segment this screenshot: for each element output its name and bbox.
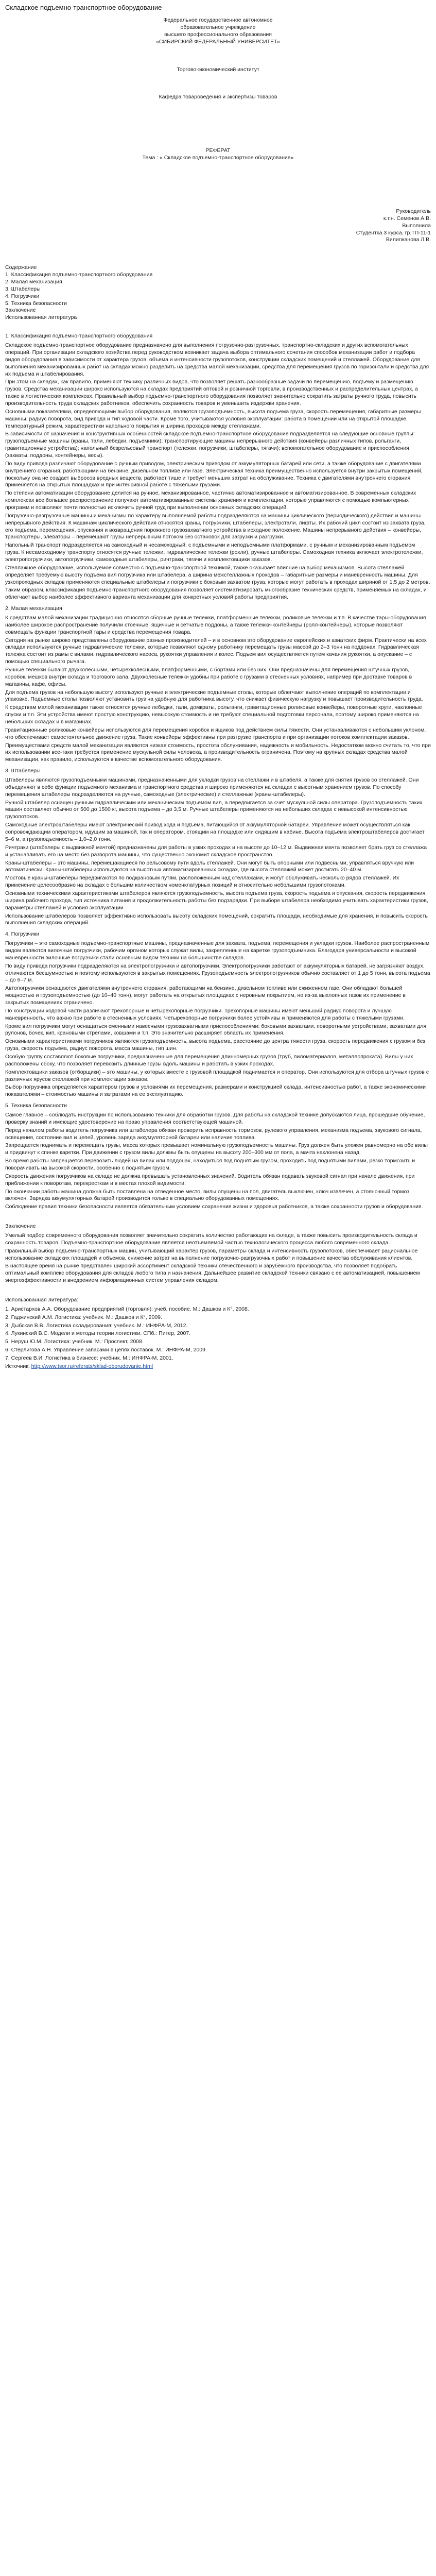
paragraph: По степени автоматизации оборудование делится на ручное, механизированное, частично автоматизированное и автоматизированное. В современных складских комплексах все большее распространение получают автоматизированные системы хранения и комплектации, которые управляются с помощью компьютерных программ и позволяют почти полностью исключить ручной труд при выполнении основных складских операций. [5, 490, 416, 511]
author-line: Руководитель [396, 208, 431, 215]
paragraph: По виду привода погрузчики подразделяются на электропогрузчики и автопогрузчики. Электропогрузчики работают от аккумуляторных батарей, не загрязняют воздух, отличаются бесшумностью и поэтому используются в закрытых помещениях. Грузоподъемность электропогрузчиков обычно составляет от 1 до 5 тонн, высота подъема – до 6–7 м. [5, 962, 430, 984]
paragraph: В настоящее время на рынке представлен широкий ассортимент складской техники отечественного и зарубежного производства, что позволяет подобрать оптимальный комплекс оборудования для складов любого типа и назначения. Дальнейшее развитие складской техники связано с ее автоматизацией, повышением энергоэффективности и внедрением информационных систем управления складом. [5, 1263, 420, 1284]
paragraph: Складское подъемно-транспортное оборудование предназначено для выполнения погрузочно-разгрузочных, транспортно-складских и других вспомогательных операций. При организации складского хозяйства перед руководством возникает задача выбора оптимального сочетания способов механизации работ и подбора видов оборудования в зависимости от характера грузов, объема и интенсивности грузопотоков, конструкции складских помещений и стеллажей. Оборудование для выполнения механизированных работ на складах можно разделить на средства малой механизации, средства для перемещения грузов по горизонтали и средства для их подъема и штабелирования. [5, 342, 429, 377]
paragraph: Ричтраки (штабелеры с выдвижной мачтой) предназначены для работы в узких проходах и на высоте до 10–12 м. Выдвижная мачта позволяет брать груз со стеллажа и устанавливать его на место без разворота машины, что существенно экономит складское пространство. [5, 844, 427, 858]
source-line [5, 1363, 431, 1370]
institution-line: «СИБИРСКИЙ ФЕДЕРАЛЬНЫЙ УНИВЕРСИТЕТ» [156, 38, 280, 45]
paragraph: Умелый подбор современного оборудования позволяет значительно сократить количество работающих на складе, а также повысить производительность склада и сохранность товаров. Подъемно-транспортное оборудование является неотъемлемой частью технологического процесса любого современного склада. [5, 1232, 417, 1246]
paragraph: Преимуществами средств малой механизации являются низкая стоимость, простота обслуживания, надежность и мобильность. Недостатком можно считать то, что при их использовании все-таки требуется применение мускульной силы человека, а производительность ограничена. Поэтому на крупных складах средства малой механизации, как правило, используются в качестве вспомогательного оборудования. [5, 742, 431, 763]
paragraph: Основными показателями, определяющими выбор оборудования, являются грузоподъемность, высота подъема груза, скорость перемещения, габаритные размеры машины, радиус поворота, вид привода и тип ходовой части. Кроме того, учитываются условия эксплуатации: работа в помещении или на открытой площадке, температурный режим, характеристики напольного покрытия и ширина проходов между стеллажами. [5, 408, 421, 429]
reference-item: 3. Дыбская В.В. Логистика складирования: учебник. М.: ИНФРА-М, 2012. [5, 1322, 188, 1329]
paragraph: В зависимости от назначения и конструктивных особенностей складское подъемно-транспортное оборудование подразделяется на следующие основные группы: грузоподъемные машины (краны, тали, лебедки, подъемники); транспортирующие машины непрерывного действия (конвейеры различных типов, рольганги, гравитационные устройства); напольный безрельсовый транспорт (тележки, погрузчики, штабелеры, тягачи); вспомогательное оборудование и приспособления (захваты, поддоны, контейнеры, весы). [5, 431, 415, 459]
paragraph: Правильный выбор подъемно-транспортных машин, учитывающий характер грузов, параметры склада и интенсивность грузопотоков, обеспечивает рациональное использование складских площадей и объемов, снижение затрат на выполнение погрузочно-разгрузочных работ и повышение качества обслуживания клиентов. [5, 1247, 418, 1261]
toc-heading: Содержание [5, 264, 37, 271]
paragraph: К средствам малой механизации также относятся ручные лебедки, тали, домкраты, рольганги, гравитационные роликовые конвейеры, поворотные круги, наклонные спуски и т.п. Эти устройства имеют простую конструкцию, невысокую стоимость и не требуют специальной подготовки персонала, поэтому широко применяются на небольших складах и в магазинах. [5, 704, 422, 725]
paragraph: Кроме вил погрузчики могут оснащаться сменными навесными грузозахватными приспособлениями: боковыми захватами, поворотными устройствами, захватами для рулонов, бочек, кип, крановыми стрелами, ковшами и т.п. Это значительно расширяет область их применения. [5, 1023, 427, 1037]
paragraph: Особую группу составляют боковые погрузчики, предназначенные для перемещения длинномерных грузов (труб, пиломатериалов, металлопроката). Вилы у них расположены сбоку, что позволяет перевозить длинные грузы вдоль машины и работать в узких проходах. [5, 1053, 413, 1067]
section-heading: 2. Малая механизация [5, 605, 62, 612]
paragraph: По виду привода различают оборудование с ручным приводом, электрическим приводом от аккумуляторных батарей или сети, а также оборудование с двигателями внутреннего сгорания, работающими на бензине, дизельном топливе или газе. Электрическая техника преимущественно используется внутри закрытых помещений, поскольку она не создает выбросов вредных веществ, работает тише и требует меньших затрат на обслуживание. Техника с двигателями внутреннего сгорания применяется на открытых площадках и при интенсивной работе с тяжелыми грузами. [5, 460, 423, 488]
paragraph: Штабелеры являются грузоподъемными машинами, предназначенными для укладки грузов на стеллажи и в штабеля, а также для снятия грузов со стеллажей. Они объединяют в себе функции подъемного механизма и транспортного средства и широко применяются на складах с высотным хранением грузов. По способу перемещения штабелеры подразделяются на ручные, самоходные (электрические) и стеллажные (краны-штабелеры). [5, 777, 419, 798]
section-small-mechanization [5, 605, 431, 764]
author-line: Выполнила [402, 222, 431, 229]
institution-line: Федеральное государственное автономное [163, 17, 273, 24]
paragraph: Погрузочно-разгрузочные машины и механизмы по характеру выполняемой работы подразделяются на машины циклического (периодического) действия и машины непрерывного действия. К машинам циклического действия относятся краны, погрузчики, штабелеры, электротали, лифты. Их рабочий цикл состоит из захвата груза, его подъема, перемещения, опускания и возвращения порожнего грузозахватного устройства в исходное положение. Машины непрерывного действия – конвейеры, транспортеры, элеваторы – перемещают грузы непрерывным потоком без остановок для загрузки и разгрузки. [5, 512, 426, 540]
paragraph: Комплектовщики заказов (отборщики) – это машины, у которых вместе с грузовой площадкой поднимается и оператор. Они используются для отбора штучных грузов с различных ярусов стеллажей при комплектации заказов. [5, 1069, 429, 1082]
reference-item: 5. Неруш Ю.М. Логистика: учебник. М.: Проспект, 2008. [5, 1338, 144, 1345]
paragraph: Самоходные электроштабелеры имеют электрический привод хода и подъема, питающийся от аккумуляторной батареи. Управление может осуществляться как сопровождающим оператором, идущим за машиной, так и оператором, стоящим на площадке или сидящим в кабине. Высота подъема электроштабелеров достигает 5–6 м, а грузоподъемность – 1,0–2,0 тонн. [5, 822, 425, 842]
paragraph: Ручные тележки бывают двухколесными, четырехколесными, платформенными, с бортами или без них. Они предназначены для перемещения штучных грузов, коробок, мешков внутри склада и торгового зала. Двухколесные тележки удобны при работе с грузами в стесненных условиях, например при доставке товаров в магазины, кафе, офисы. [5, 667, 412, 687]
section-heading: Заключение [5, 1223, 36, 1230]
paragraph: Запрещается поднимать и перемещать грузы, масса которых превышает номинальную грузоподъемность машины. Груз должен быть уложен равномерно на обе вилы и придвинут к спинке каретки. При движении с грузом вилы должны быть опущены на высоту 200–300 мм от пола, а мачта наклонена назад. [5, 1142, 428, 1156]
source-label: Источник: [5, 1363, 30, 1369]
toc-item: 5. Техника безопасности [5, 300, 67, 307]
paragraph: Таким образом, классификация подъемно-транспортного оборудования позволяет систематизировать многообразие технических средств, применяемых на складах, и облегчает выбор наиболее эффективного варианта механизации для конкретных условий работы предприятия. [5, 587, 427, 601]
authors-block [5, 208, 431, 244]
section-conclusion [5, 1223, 431, 1284]
report-heading: РЕФЕРАТ [205, 147, 231, 154]
paragraph: Перед началом работы водитель погрузчика или штабелера обязан проверить исправность тормозов, рулевого управления, механизма подъема, звукового сигнала, освещения, состояние вил и цепей, уровень заряда аккумуляторной батареи или наличие топлива. [5, 1127, 422, 1141]
table-of-contents [5, 264, 431, 321]
toc-item: 1. Классификация подъемно-транспортного оборудования [5, 272, 153, 278]
institute-name: Торгово-экономический институт [177, 66, 259, 73]
paragraph: Использование штабелеров позволяет эффективно использовать высоту складских помещений, сократить площади, необходимые для хранения, и повысить скорость выполнения складских операций. [5, 912, 428, 926]
paragraph: Скорость движения погрузчиков на складе не должна превышать установленных значений. Водитель обязан подавать звуковой сигнал при начале движения, при приближении к поворотам, перекресткам и в местах плохой видимости. [5, 1173, 415, 1187]
paragraph: Основными характеристиками погрузчиков являются грузоподъемность, высота подъема, расстояние до центра тяжести груза, скорость передвижения с грузом и без груза, скорость подъема, радиус поворота, масса машины, тип шин. [5, 1038, 426, 1052]
author-line: к.т.н. Семенов А.В. [383, 215, 431, 222]
paragraph: Во время работы запрещается перевозить людей на вилах или поддонах, находиться под поднятым грузом, проходить под поднятыми вилами, резко тормозить и поворачивать на высокой скорости, особенно с поднятым грузом. [5, 1158, 415, 1172]
reference-item: 4. Лукинский В.С. Модели и методы теории логистики. СПб.: Питер, 2007. [5, 1330, 191, 1337]
reference-item: 6. Стерлигова А.Н. Управление запасами в цепях поставок. М.: ИНФРА-М, 2009. [5, 1347, 207, 1353]
institution-block [5, 17, 431, 45]
reference-item: 1. Аристархов А.А. Оборудование предприятий (торговля): учеб. пособие. М.: Дашков и К°, 2008. [5, 1306, 249, 1312]
paragraph: Сегодня на рынке широко представлены оборудование разных производителей – и в основном это оборудование европейских и азиатских фирм. Практически на всех складах используются ручные гидравлические тележки, которые позволяют одному работнику перемещать грузы массой до 2–3 тонн на поддонах. Гидравлическая тележка состоит из рамы с вилами, гидравлического насоса, рукоятки управления и колес. Подъем вил осуществляется путем качания рукоятки, а опускание – с помощью специального рычага. [5, 637, 427, 665]
section-classification [5, 333, 431, 601]
paragraph: По конструкции ходовой части различают трехопорные и четырехопорные погрузчики. Трехопорные машины имеют меньший радиус поворота и лучшую маневренность, что важно при работе в стесненных условиях. Четырехопорные погрузчики более устойчивы и применяются для работы с тяжелыми грузами. [5, 1007, 405, 1021]
section-heading: 4. Погрузчики [5, 931, 40, 938]
paragraph: Краны-штабелеры – это машины, перемещающиеся по рельсовому пути вдоль стеллажей. Они могут быть опорными или подвесными, управляться вручную или автоматически. Краны-штабелеры используются на высотных автоматизированных складах, где высота стеллажей может достигать 20–40 м. [5, 859, 414, 873]
institution-line: высшего профессионального образования [164, 31, 272, 38]
paragraph: Самое главное – соблюдать инструкции по использованию техники для обработки грузов. Для работы на складской технике допускаются лица, прошедшие обучение, проверку знаний и имеющие удостоверение на право управления соответствующей машиной. [5, 1112, 425, 1125]
paragraph: Для подъема грузов на небольшую высоту используют ручные и электрические подъемные столы, которые облегчают выполнение операций по комплектации и упаковке. Подъемные столы позволяют установить груз на удобную для работника высоту, что снижает физическую нагрузку и повышает производительность труда. [5, 689, 423, 703]
document-title: Складское подъемно-транспортное оборудование [5, 4, 162, 11]
paragraph: По окончании работы машина должна быть поставлена на отведенное место, вилы опущены на пол, двигатель выключен, ключ извлечен, а стояночный тормоз включен. Зарядка аккумуляторных батарей производится только в специально оборудованных помещениях. [5, 1188, 410, 1202]
section-heading: Использованная литература: [5, 1297, 79, 1303]
toc-item: 4. Погрузчики [5, 293, 40, 299]
paragraph: Мостовые краны-штабелеры передвигаются по подкрановым путям, расположенным над стеллажами, и могут обслуживать несколько рядов стеллажей. Их применение целесообразно на складах с большим количеством номенклатурных позиций и относительно небольшими грузопотоками. [5, 875, 399, 889]
paragraph: Выбор погрузчика определяется характером грузов и условиями их перемещения, размерами и конструкцией склада, интенсивностью работ, а также экономическими показателями – стоимостью машины и затратами на ее эксплуатацию. [5, 1084, 426, 1098]
reference-item: 7. Сергеев В.И. Логистика в бизнесе: учебник. М.: ИНФРА-М, 2001. [5, 1355, 173, 1362]
report-topic: Тема : « Складское подъемно-транспортное оборудование» [142, 155, 294, 161]
paragraph: Автопогрузчики оснащаются двигателями внутреннего сгорания, работающими на бензине, дизельном топливе или сжиженном газе. Они обладают большей мощностью и грузоподъемностью (до 10–40 тонн), могут работать на открытых площадках с неровным покрытием, но из-за выхлопных газов их применение в закрытых помещениях ограничено. [5, 985, 406, 1006]
author-line: Вилигжанова Л.В. [386, 236, 431, 243]
toc-item: 2. Малая механизация [5, 279, 62, 285]
toc-item: Заключение [5, 307, 36, 314]
section-references [5, 1297, 431, 1370]
paragraph: Гравитационные роликовые конвейеры используются для перемещения коробок и ящиков под действием силы тяжести. Они устанавливаются с небольшим уклоном, что обеспечивает самостоятельное движение груза. Такие конвейеры эффективны при разгрузке транспорта и при организации потоков комплектации заказов. [5, 726, 426, 740]
paragraph: Напольный транспорт подразделяется на самоходный и несамоходный, с подъемными и неподъемными платформами, с ручным и механизированным подъемом груза. К несамоходному транспорту относятся ручные тележки, гидравлические тележки (рохли), ручные штабелеры. Самоходная техника включает электротележки, электропогрузчики, автопогрузчики, самоходные штабелеры, ричтраки, тягачи и комплектовщики заказов. [5, 542, 423, 563]
author-line: Студентка 3 курса, гр.ТП-11-1 [356, 229, 431, 236]
section-heading: 1. Классификация подъемно-транспортного оборудования [5, 333, 153, 340]
paragraph: Ручной штабелер оснащен ручным гидравлическим или механическим подъемом вил, а передвигается за счет мускульной силы оператора. Грузоподъемность таких машин составляет обычно от 500 до 1500 кг, высота подъема – до 3,5 м. Ручные штабелеры применяются на небольших складах с невысокой интенсивностью грузопотоков. [5, 799, 423, 820]
paragraph: Основными техническими характеристиками штабелеров являются грузоподъемность, высота подъема груза, скорость подъема и опускания, скорость передвижения, ширина рабочего прохода, тип источника питания и продолжительность работы без подзарядки. При выборе штабелера необходимо учитывать характеристики грузов, параметры стеллажей и условия эксплуатации. [5, 890, 428, 911]
section-loaders [5, 931, 431, 1098]
paragraph: Соблюдение правил техники безопасности является обязательным условием сохранения жизни и здоровья работников, а также сохранности грузов и оборудования. [5, 1204, 423, 1210]
institution-line: образовательное учреждение [180, 24, 256, 31]
reference-item: 2. Гаджинский А.М. Логистика: учебник. М.: Дашков и К°, 2009. [5, 1314, 162, 1320]
source-link[interactable]: http://www.tsor.ru/referats/sklad-oborudovanie.html [31, 1363, 153, 1369]
paragraph: Стеллажное оборудование, используемое совместно с подъемно-транспортной техникой, также оказывает влияние на выбор механизмов. Высота стеллажей определяет требуемую высоту подъема вил погрузчика или штабелера, а ширина межстеллажных проходов – габаритные размеры и маневренность машины. Для узкопроходных складов применяются специальные штабелеры и погрузчики с боковым захватом груза, которые могут работать в проходах шириной от 1,5 до 2 метров. [5, 564, 430, 585]
section-heading: 3. Штабелеры [5, 768, 41, 774]
section-heading: 5. Техника безопасности [5, 1103, 67, 1109]
department-name: Кафедра товароведения и экспертизы товаров [159, 94, 277, 100]
section-stackers [5, 768, 431, 927]
paragraph: Погрузчики – это самоходные подъемно-транспортные машины, предназначенные для захвата, подъема, перемещения и укладки грузов. Наиболее распространенным видом являются вилочные погрузчики, рабочим органом которых служат вилы, закрепленные на каретке грузоподъемника. Благодаря универсальности и высокой маневренности вилочные погрузчики стали основным видом техники на большинстве складов. [5, 940, 430, 961]
paragraph: К средствам малой механизации традиционно относятся сборные ручные тележки, платформенные тележки, роликовые тележки и т.п. В качестве тары-оборудования наиболее широкое распространение получили стоечные, ящичные и сетчатые поддоны, а также тележки-контейнеры (ролл-контейнеры), которые позволяют совмещать функции транспортной тары и средства перемещения товара. [5, 615, 426, 635]
toc-item: 3. Штабелеры [5, 285, 41, 292]
section-safety [5, 1103, 431, 1211]
toc-item: Использованная литература [5, 314, 77, 321]
paragraph: При этом на складах, как правило, применяют технику различных видов, что позволяет решать разнообразные задачи по перемещению, подъему и размещению грузов. Средства механизации широко используются на складах предприятий оптовой и розничной торговли, в производственных и распределительных центрах, а также в логистических комплексах. Правильный выбор подъемно-транспортного оборудования позволяет значительно сократить затраты ручного труда, повысить производительность труда складских работников, обеспечить сохранность товаров и уменьшить издержки хранения. [5, 379, 418, 406]
